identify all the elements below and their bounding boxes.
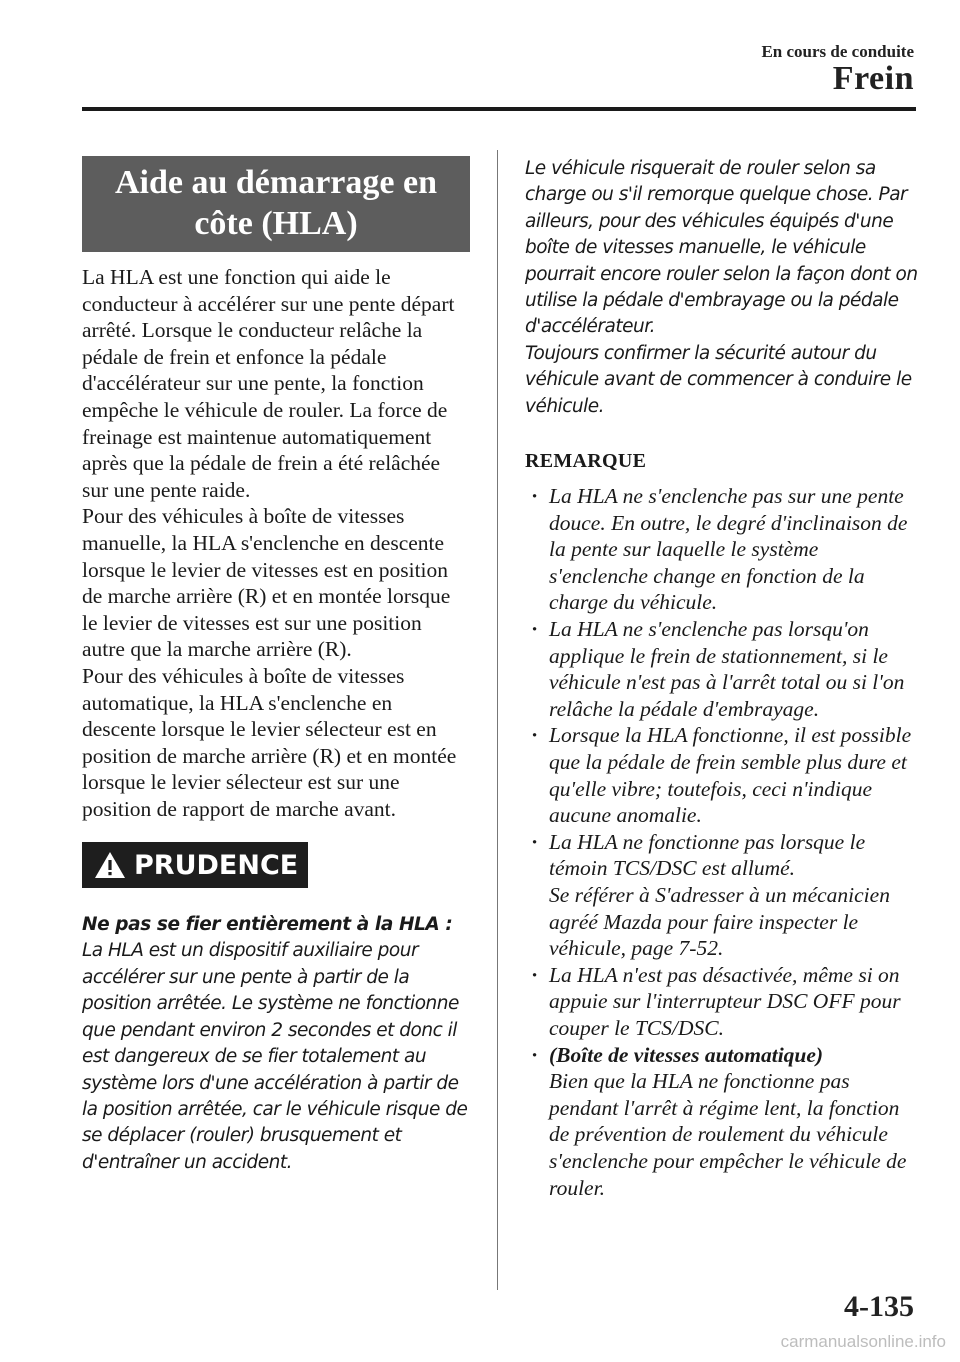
caution-continuation: Toujours confirmer la sécurité autour du véhicule avant de commencer à conduire le véhicule. xyxy=(525,342,912,417)
note-subheading: (Boîte de vitesses automatique) xyxy=(549,1042,824,1067)
bullet: · xyxy=(531,829,539,854)
note-item xyxy=(525,962,920,1042)
watermark: carmanualsonline.info xyxy=(780,1332,946,1351)
note-item xyxy=(525,1042,920,1202)
body-paragraph: Pour des véhicules à boîte de vitesses manuelle, la HLA s'enclenche en descente lorsque le levier de vitesses est en position de marche arrière (R) et en montée lorsque le levier de vitesses est sur une position autre que la marche arrière (R). xyxy=(82,504,451,662)
note-item xyxy=(525,722,920,828)
bullet: · xyxy=(531,962,539,987)
body-paragraph: Pour des véhicules à boîte de vitesses automatique, la HLA s'enclenche en descente lorsque le levier sélecteur est en position de marche arrière (R) et en montée lorsque le levier sélecteur est sur une position de rapport de marche avant. xyxy=(82,663,457,821)
running-header-chapter: Frein xyxy=(832,60,914,97)
bullet: · xyxy=(531,617,539,642)
note-text: Bien que la HLA ne fonctionne pas pendant l'arrêt à régime lent, la fonction de prévention de roulement du véhicule s'enclenche pour empêcher le véhicule de rouler. xyxy=(549,1069,907,1200)
caution-body: La HLA est un dispositif auxiliaire pour accélérer sur une pente à partir de la position arrêtée. Le système ne fonctionne que pendant environ 2 secondes et donc il est dangereux de se fier totalement au système lors d'une accélération à partir de la position arrêtée, car le véhicule risque de se déplacer (rouler) brusquement et d'entraîner un accident. xyxy=(82,940,468,1173)
note-text: La HLA n'est pas désactivée, même si on appuie sur l'interrupteur DSC OFF pour couper le TCS/DSC. xyxy=(549,962,901,1040)
page-number: 4-135 xyxy=(844,1290,914,1323)
left-column xyxy=(82,156,470,1176)
caution-continuation: Le véhicule risquerait de rouler selon sa charge ou s'il remorque quelque chose. Par ailleurs, pour des véhicules équipés d'une boîte de vitesses manuelle, le véhicule pourrait encore rouler selon la façon dont on utilise la pédale d'embrayage ou la pédale d'accélérateur. xyxy=(525,158,918,338)
section-title: Aide au démarrage en côte (HLA) xyxy=(82,156,470,252)
note-text: La HLA ne fonctionne pas lorsque le témoin TCS/DSC est allumé. xyxy=(549,829,866,881)
note-item xyxy=(525,483,920,616)
note-text: Lorsque la HLA fonctionne, il est possible que la pédale de frein semble plus dure et qu'elle vibre; toutefois, ceci n'indique aucune anomalie. xyxy=(549,723,912,828)
note-heading: REMARQUE xyxy=(525,450,647,473)
running-header-section: En cours de conduite xyxy=(761,42,914,61)
right-column xyxy=(525,156,920,1201)
warning-triangle-icon xyxy=(94,851,126,879)
note-list xyxy=(525,483,920,1201)
body-paragraph: La HLA est une fonction qui aide le conducteur à accélérer sur une pente départ arrêté. Lorsque le conducteur relâche la pédale de frein et enfonce la pédale d'accélérateur sur une pente, la fonction empêche le véhicule de rouler. La force de freinage est maintenue automatiquement après que la pédale de frein a été relâchée sur une pente raide. xyxy=(82,265,455,502)
caution-label xyxy=(82,842,308,888)
note-text: La HLA ne s'enclenche pas lorsqu'on applique le frein de stationnement, si le véhicule n'est pas à l'arrêt total ou si l'on relâche la pédale d'embrayage. xyxy=(549,617,905,721)
column-divider xyxy=(497,150,498,1290)
caution-label-text: PRUDENCE xyxy=(134,849,299,881)
note-item xyxy=(525,829,920,962)
bullet: · xyxy=(531,723,539,748)
caution-heading: Ne pas se fier entièrement à la HLA : xyxy=(82,914,453,936)
note-reference: Se référer à S'adresser à un mécanicien agréé Mazda pour faire inspecter le véhicule, page 7-52. xyxy=(549,882,890,961)
header-rule xyxy=(82,107,916,111)
note-text: La HLA ne s'enclenche pas sur une pente douce. En outre, le degré d'inclinaison de la pente sur laquelle le système s'enclenche change en fonction de la charge du véhicule. xyxy=(549,484,908,615)
bullet: · xyxy=(531,1042,539,1067)
note-item xyxy=(525,616,920,722)
bullet: · xyxy=(531,484,539,509)
